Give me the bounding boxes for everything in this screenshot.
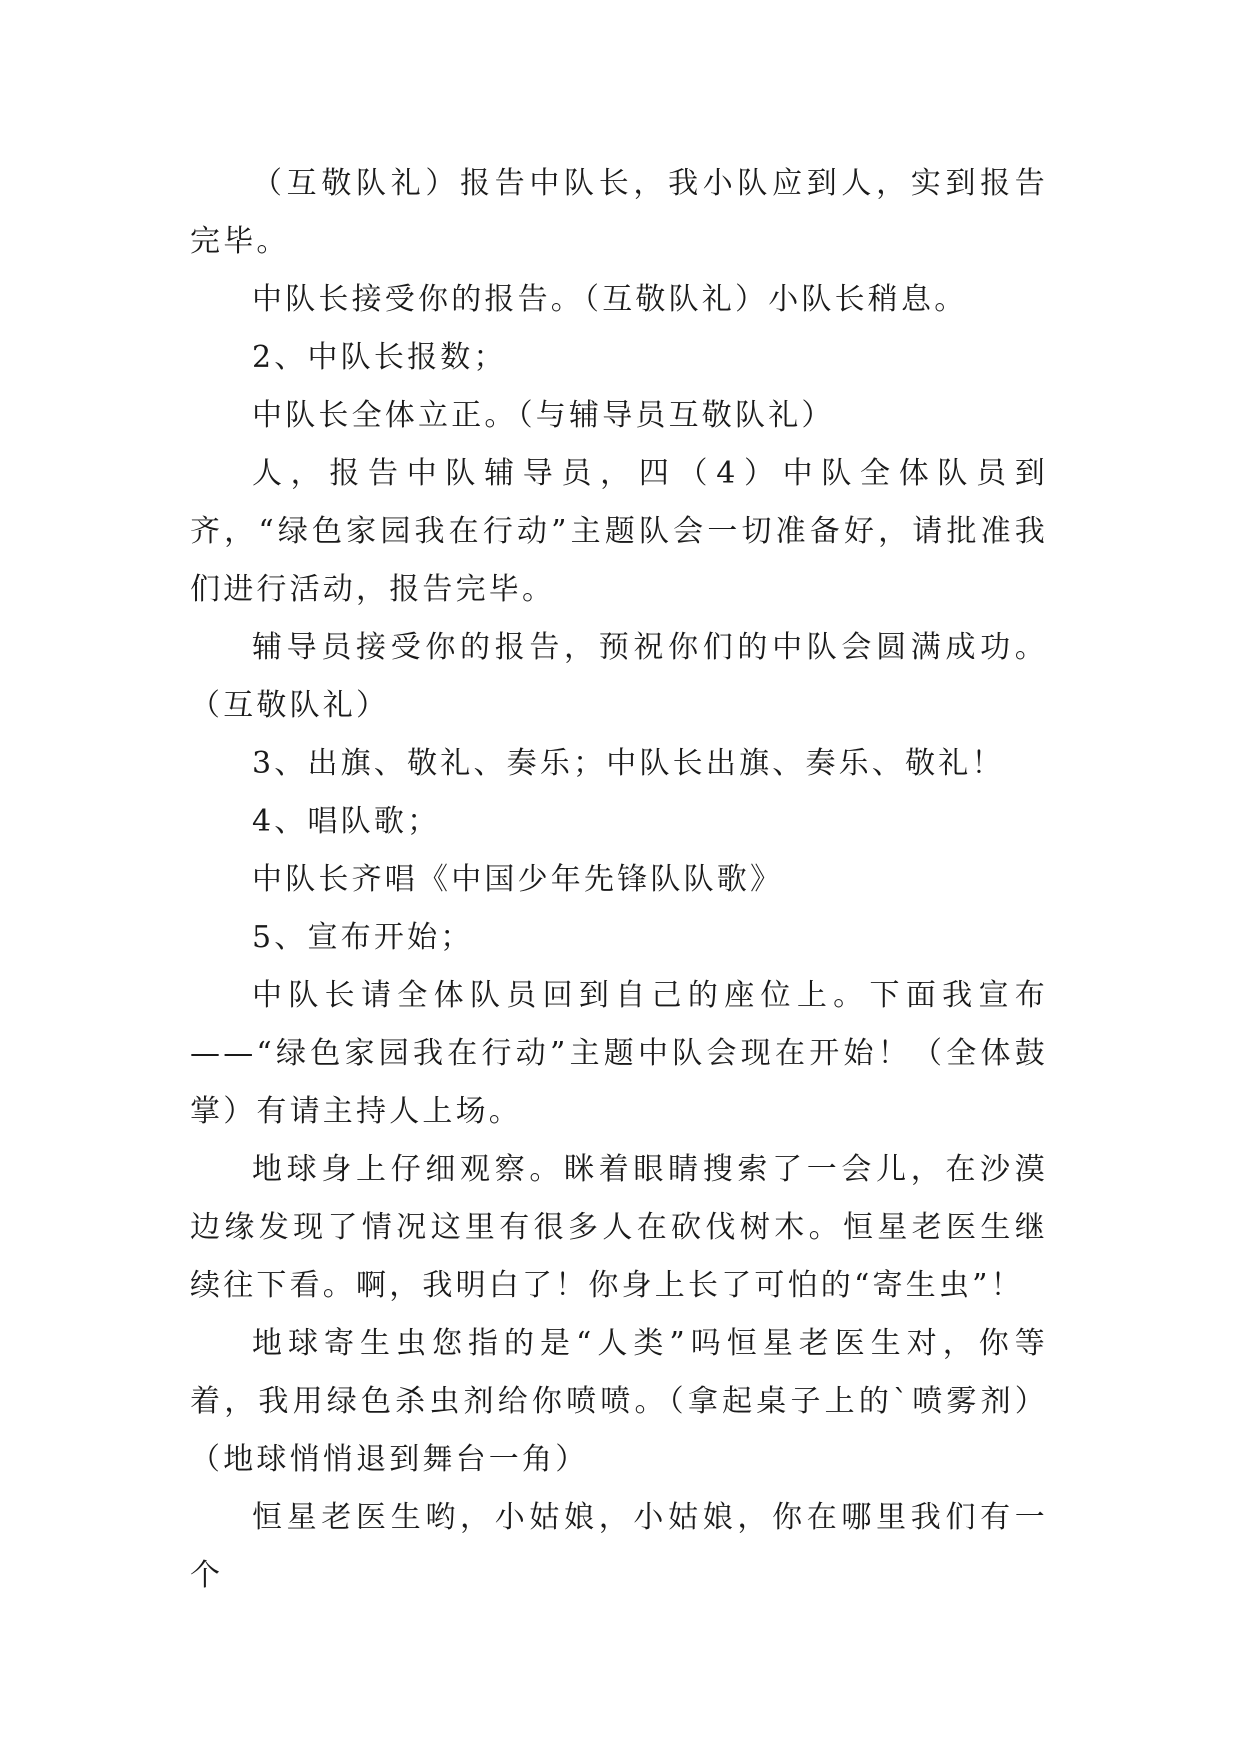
paragraph: 地球身上仔细观察。眯着眼睛搜索了一会儿，在沙漠边缘发现了情况这里有很多人在砍伐树木。恒星老医生继续往下看。啊，我明白了！你身上长了可怕的“寄生虫”！ [190,1152,1048,1303]
paragraph: （互敬队礼）报告中队长，我小队应到人，实到报告完毕。 [190,166,1048,259]
paragraph: 2、中队长报数； [252,340,507,375]
document-body [190,155,1048,1605]
paragraph: 5、宣布开始； [252,920,474,955]
paragraph: 3、出旗、敬礼、奏乐；中队长出旗、奏乐、敬礼！ [252,746,1005,781]
paragraph: 4、唱队歌； [252,804,441,839]
paragraph: 中队长齐唱《中国少年先锋队队歌》 [252,862,784,897]
paragraph: 辅导员接受你的报告，预祝你们的中队会圆满成功。（互敬队礼） [190,630,1048,723]
paragraph: 恒星老医生哟，小姑娘，小姑娘，你在哪里我们有一个 [190,1500,1048,1593]
paragraph: 地球寄生虫您指的是“人类”吗恒星老医生对，你等着，我用绿色杀虫剂给你喷喷。（拿起桌子上的`喷雾剂）（地球悄悄退到舞台一角） [190,1326,1048,1477]
paragraph: 中队长接受你的报告。（互敬队礼）小队长稍息。 [252,282,968,317]
paragraph: 中队长全体立正。（与辅导员互敬队礼） [252,398,835,433]
paragraph: 中队长请全体队员回到自己的座位上。下面我宣布——“绿色家园我在行动”主题中队会现在开始！（全体鼓掌）有请主持人上场。 [190,978,1048,1129]
paragraph: 人，报告中队辅导员，四（4）中队全体队员到齐，“绿色家园我在行动”主题队会一切准备好，请批准我们进行活动，报告完毕。 [190,456,1048,607]
